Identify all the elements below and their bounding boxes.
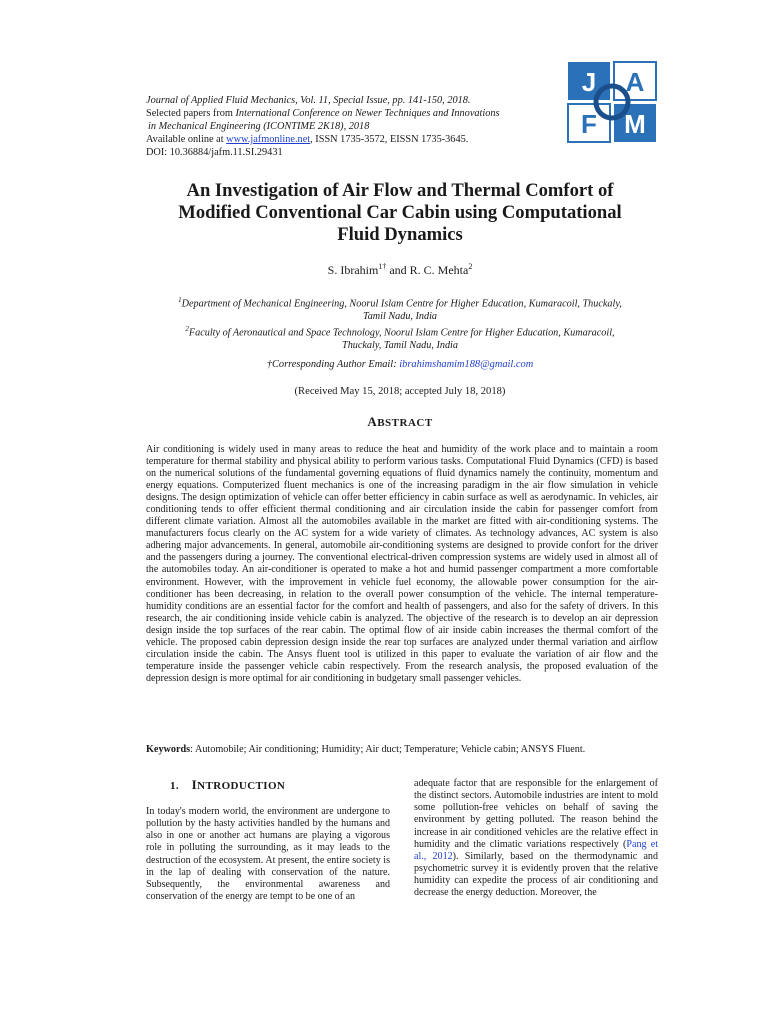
conference-line: Selected papers from International Conference on Newer Techniques and Innovations <box>146 108 500 119</box>
body-column-left: In today's modern world, the environment are undergone to pollution by the hasty activities handled by the humans and also in one or another act humans are playing a vigorous role in polluting the surrounding, as it may leads to the destruction of the ecosystem. At present, the entire society is in the lap of dealing with conservation of the nature. Subsequently, the environmental awareness and conservation of the energy are tempt to be one of an <box>146 806 390 903</box>
received-dates: (Received May 15, 2018; accepted July 18, 2018) <box>294 386 506 397</box>
affiliations: $^1$Department of Mechanical Engineering, Noorul Islam Centre for Higher Education, Kumaracoil, Thuckaly, Tamil Nadu, India $^2$Faculty of Aeronautical and Space Technology, Noorul Islam Centre for Higher Education, Kumaracoil, Thuckaly, Tamil Nadu, India <box>120 294 680 353</box>
keywords: Keywords: Automobile; Air conditioning; Humidity; Air duct; Temperature; Vehicle cabin; ANSYS Fluent. <box>146 744 586 755</box>
journal-line: Journal of Applied Fluid Mechanics, Vol. 11, Special Issue, pp. 141-150, 2018. <box>146 95 471 106</box>
conference-line-2: in Mechanical Engineering (ICONTIME 2K18), 2018 <box>148 121 370 132</box>
section-heading-introduction: 1. INTRODUCTION <box>170 777 286 792</box>
journal-website-link[interactable]: www.jafmonline.net <box>226 134 311 145</box>
title-line-3: Fluid Dynamics <box>337 224 463 245</box>
paper-title <box>120 180 680 246</box>
svg-text:F: F <box>581 109 597 139</box>
affiliation-2: $^2$Faculty of Aeronautical and Space Technology, Noorul Islam Centre for Higher Education, Kumaracoil, <box>185 325 615 339</box>
abstract-heading: ABSTRACT <box>367 414 433 429</box>
citation-link[interactable]: Pang et al., 2012 <box>414 838 658 862</box>
author-1: S. Ibrahim <box>327 263 379 277</box>
abstract-text: Air conditioning is widely used in many areas to reduce the heat and humidity of the work place and to maintain a room temperature for thermal stability and physical ability to perform various tasks. Computational Fluid Dynamics (CFD) is based on the numerical solutions of the fundamental governing equations of fluid dynamics namely the continuity, momentum and energy equations. Computerized fluent mechanics is one of the increasing paradigm in the air flow simulation in vehicle designs. The design optimization of vehicle can offer better efficiency in cabin surface as well as aerodynamic. In vehicles, air conditioning tends to offer efficient thermal conditioning and air circulation inside the cabin for passenger comfort from different climate variation. Almost all the automobiles available in the market are fitted with air-conditioning systems. The manufacturers focus clearly on the AC system for a wide variety of climates. As technology advances, AC system is also adhering major advancements. In general, automobile air-conditioning systems are designed to provide confort for the driver and the passengers during a journey. The conventional electrical-driven compression systems are widely used in almost all of the automobiles today. An air-conditioner is operated to make a hot and humid passenger compartment a more comfortable environment. However, with the improvement in vehicle fuel economy, the allowable power consumption for the air-conditioner has been decreasing, in relation to the overall power consumption of the vehicle. The internal temperature-humidity conditions are an essential factor for the comfort and health of passengers, and also for the safety of drivers. In this research, the air conditioning inside vehicle cabin is analyzed. The objective of the research is to develop an air depression design inside the top surfaces of the rear cabin. The optimal flow of air inside cabin increases the thermal comfort of the vehicle. The proposed cabin depression design inside the rear top surfaces are analyzed under thermal variation and airflow circulation inside the cabin. The Ansys fluent tool is utilized in this paper to evaluate the variation of air flow and the temperature inside the passenger vehicle cabin respectively. From the research analysis, the proposed evaluation of the depression design is more optimal for air conditioning in budgetary small passenger vehicles. <box>146 444 658 684</box>
author-email[interactable]: ibrahimshamim188@gmail.com <box>399 359 534 370</box>
title-line-2: Modified Conventional Car Cabin using Computational <box>178 202 622 223</box>
availability-line: Available online at www.jafmonline.net, ISSN 1735-3572, EISSN 1735-3645. <box>146 134 469 145</box>
author-2: R. C. Mehta <box>409 263 469 277</box>
svg-text:J: J <box>581 67 597 97</box>
title-line-1: An Investigation of Air Flow and Thermal Comfort of <box>186 180 614 201</box>
doi-line: DOI: 10.36884/jafm.11.SI.29431 <box>146 147 283 158</box>
svg-text:A: A <box>625 67 645 97</box>
body-column-right: adequate factor that are responsible for the enlargement of the distinct sectors. Automobile industries are intent to mold some pollution-free vehicles on behalf of saving the environment by getting polluted. The reason behind the increase in air conditioned vehicles are the relative effect in humidity and the climatic variations respectively (Pang et al., 2012). Similarly, based on the thermodynamic and psychometric survey it is evidently proven that the relative humidity can expedite the process of air conditioning and decrease the energy deduction. Moreover, the <box>414 778 658 899</box>
jafm-logo <box>566 60 658 144</box>
svg-text:M: M <box>624 109 646 139</box>
affiliation-1: $^1$Department of Mechanical Engineering, Noorul Islam Centre for Higher Education, Kumaracoil, Thuckaly, <box>178 296 622 310</box>
authors: S. Ibrahim$^{1\dagger}$ and R. C. Mehta$^2$ <box>327 262 473 277</box>
corresponding-author: †Corresponding Author Email: ibrahimshamim188@gmail.com <box>266 359 534 370</box>
journal-header <box>146 94 566 159</box>
